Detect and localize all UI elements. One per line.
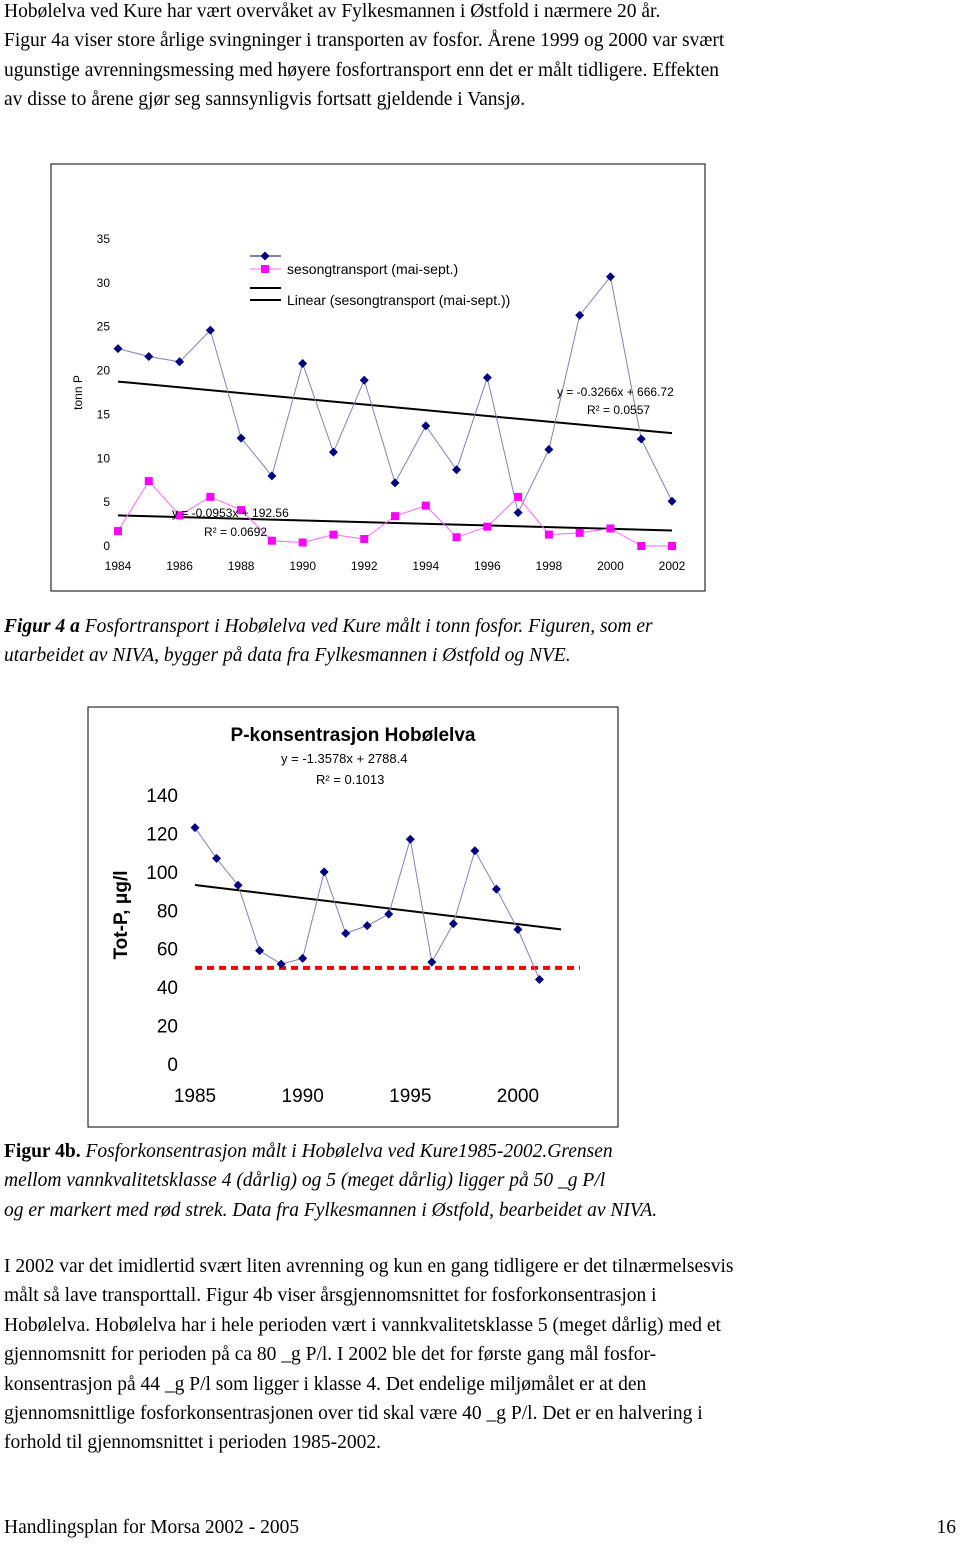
- y-tick-label: 120: [146, 824, 178, 846]
- y-tick-label: 100: [146, 862, 178, 884]
- body-line: gjennomsnittlige fosforkonsentrasjonen over tid skal være 40 _g P/l. Det er en halvering i: [4, 1403, 703, 1425]
- intro-paragraph: [4, 0, 956, 115]
- figure-4b-caption: [4, 1137, 657, 1225]
- trend-equation: y = -0.0953x + 192.56: [172, 506, 289, 520]
- y-tick-label: 80: [156, 901, 178, 923]
- y-tick-label: 15: [96, 407, 110, 422]
- body-line: konsentrasjon på 44 _g P/l som ligger i klasse 4. Det endelige miljømålet er at den: [4, 1373, 647, 1395]
- caption-4b-line: Fosforkonsentrasjon målt i Hobølelva ved Kure1985-2002.Grensen: [80, 1141, 613, 1162]
- y-tick-label: 20: [156, 1016, 178, 1038]
- trend-r2: R² = 0.0692: [204, 525, 268, 539]
- x-tick-label: 1988: [227, 559, 255, 573]
- y-tick-label: 35: [96, 232, 110, 246]
- data-point-square: [422, 502, 430, 510]
- figure-4a-caption: [4, 612, 653, 671]
- trend-equation: y = -0.3266x + 666.72: [557, 385, 674, 399]
- trend-r2: R² = 0.0557: [587, 403, 651, 417]
- page-number: 16: [936, 1517, 956, 1538]
- x-tick-label: 2000: [597, 559, 624, 573]
- page-footer: [4, 1517, 956, 1539]
- legend-label: sesongtransport (mai-sept.): [287, 261, 459, 277]
- data-point-square: [268, 537, 276, 545]
- intro-line: av disse to årene gjør seg sannsynligvis fortsatt gjeldende i Vansjø.: [4, 89, 526, 111]
- data-point-square: [206, 493, 214, 501]
- body-line: gjennomsnitt for perioden på ca 80 _g P/l. I 2002 ble det for første gang mål fosfor-: [4, 1344, 657, 1366]
- body-paragraph: [4, 1252, 956, 1458]
- x-tick-label: 1998: [535, 559, 563, 573]
- intro-line: Figur 4a viser store årlige svingninger i transporten av fosfor. Årene 1999 og 2000 var svært: [4, 30, 725, 52]
- body-line: målt så lave transporttall. Figur 4b viser årsgjennomsnittet for fosforkonsentrasjon i: [4, 1285, 657, 1307]
- legend-marker-square: [261, 265, 269, 273]
- legend-label: Linear (sesongtransport (mai-sept.)): [287, 292, 511, 308]
- chart-4b: [87, 706, 619, 1128]
- y-tick-label: 30: [96, 275, 110, 290]
- x-tick-label: 1990: [289, 559, 317, 573]
- data-point-square: [606, 524, 614, 532]
- intro-line: Hobølelva ved Kure har vært overvåket av Fylkesmannen i Østfold i nærmere 20 år.: [4, 1, 661, 22]
- data-point-square: [299, 538, 307, 546]
- chart-title: P-konsentrasjon Hobølelva: [230, 725, 476, 746]
- caption-4b-line: og er markert med rød strek. Data fra Fylkesmannen i Østfold, bearbeidet av NIVA.: [4, 1199, 658, 1221]
- caption-4a-line: utarbeidet av NIVA, bygger på data fra Fylkesmannen i Østfold og NVE.: [4, 645, 571, 667]
- x-tick-label: 1992: [350, 559, 378, 573]
- x-tick-label: 2000: [496, 1086, 540, 1107]
- caption-4b-line: mellom vannkvalitetsklasse 4 (dårlig) og 5 (meget dårlig) ligger på 50 _g P/l: [4, 1170, 606, 1192]
- footer-title: Handlingsplan for Morsa 2002 - 2005: [4, 1517, 300, 1538]
- data-point-square: [391, 512, 399, 520]
- caption-4a-label: Figur 4 a: [4, 616, 80, 637]
- y-tick-label: 10: [96, 451, 110, 466]
- data-point-square: [483, 523, 491, 531]
- x-tick-label: 2002: [658, 559, 686, 573]
- data-point-square: [514, 493, 522, 501]
- data-point-square: [545, 531, 553, 539]
- y-tick-label: 40: [156, 978, 178, 1000]
- x-tick-label: 1985: [173, 1086, 217, 1107]
- x-tick-label: 1994: [412, 559, 440, 573]
- caption-4a-line: Fosfortransport i Hobølelva ved Kure målt i tonn fosfor. Figuren, som er: [79, 616, 653, 637]
- x-tick-label: 1995: [389, 1086, 432, 1107]
- body-line: I 2002 var det imidlertid svært liten avrenning og kun en gang tidligere er det tilnærmelsesvis: [4, 1256, 734, 1277]
- x-tick-label: 1996: [473, 559, 501, 573]
- y-axis-label: tonn P: [71, 375, 85, 410]
- data-point-square: [668, 542, 676, 550]
- body-line: forhold til gjennomsnittet i perioden 1985-2002.: [4, 1432, 381, 1454]
- data-point-square: [145, 477, 153, 485]
- caption-4b-label: Figur 4b.: [4, 1141, 81, 1162]
- data-point-square: [576, 529, 584, 537]
- data-point-square: [329, 531, 337, 539]
- y-tick-label: 25: [96, 319, 110, 334]
- x-tick-label: 1986: [166, 559, 193, 573]
- data-point-square: [360, 535, 368, 543]
- intro-line: ugunstige avrenningsmessing med høyere fosfortransport enn det er målt tidligere. Effekten: [4, 59, 719, 81]
- data-point-square: [637, 542, 645, 550]
- y-tick-label: 140: [146, 786, 178, 807]
- trend-equation: y = -1.3578x + 2788.4: [281, 751, 408, 766]
- y-tick-label: 20: [96, 363, 110, 378]
- y-axis-label: Tot-P, μg/l: [111, 870, 132, 960]
- y-tick-label: 5: [103, 495, 110, 510]
- x-tick-label: 1984: [104, 559, 132, 573]
- y-tick-label: 60: [156, 939, 178, 961]
- x-tick-label: 1990: [281, 1086, 324, 1107]
- body-line: Hobølelva. Hobølelva har i hele perioden vært i vannkvalitetsklasse 5 (meget dårlig) med et: [4, 1314, 721, 1336]
- trend-r2: R² = 0.1013: [316, 772, 385, 787]
- data-point-square: [453, 533, 461, 541]
- y-tick-label: 0: [103, 539, 110, 553]
- chart-4a: [50, 163, 706, 592]
- y-tick-label: 0: [167, 1055, 178, 1076]
- data-point-square: [114, 527, 122, 535]
